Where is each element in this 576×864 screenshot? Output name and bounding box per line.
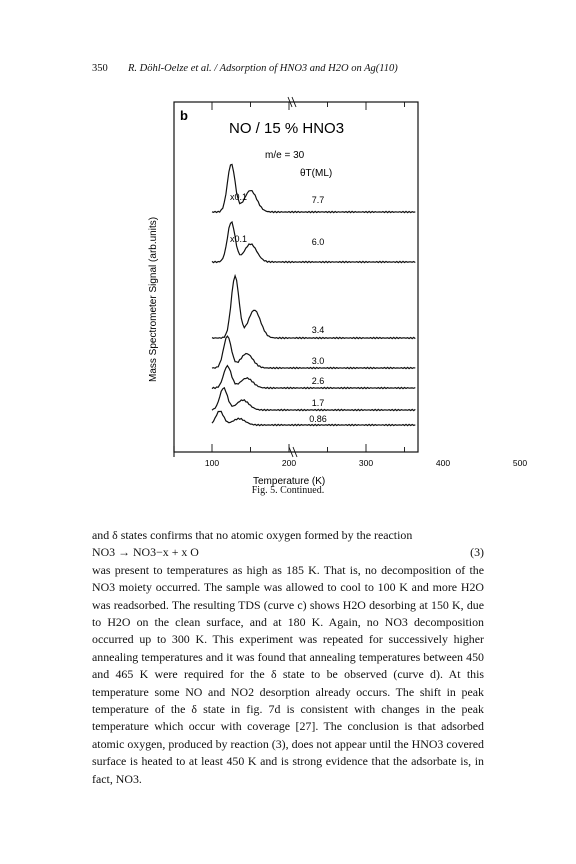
paragraph-1: and δ states confirms that no atomic oxygen formed by the reaction — [92, 528, 413, 542]
tds-traces — [212, 164, 415, 425]
panel-label: b — [180, 108, 188, 123]
equation: NO3 → NO3−x + x O — [92, 545, 199, 560]
figure-caption: Fig. 5. Continued. — [251, 485, 325, 496]
running-title: R. Döhl-Oelze et al. / Adsorption of HNO3 and H2O on Ag(110) — [128, 63, 398, 74]
x-tick-label: 300 — [358, 458, 374, 468]
coverage-label: 3.4 — [311, 325, 325, 335]
mass-label: m/e = 30 — [265, 150, 305, 161]
equation-line — [92, 544, 484, 561]
coverage-label: 2.6 — [311, 376, 325, 386]
coverage-label: 1.7 — [311, 398, 325, 408]
equation-number: (3) — [470, 545, 484, 560]
x-tick-label: 400 — [435, 458, 451, 468]
scale-note: x0.1 — [230, 192, 248, 202]
figure-title: NO / 15 % HNO3 — [229, 120, 345, 137]
x-tick-label: 500 — [512, 458, 528, 468]
paragraph-2: was present to temperatures as high as 185 K. That is, no decomposition of the NO3 moiety occurred. The sample was allowed to cool to 100 K and more H2O was readsorbed. The resulting TDS (curve c) shows H2O desorbing at 150 K, due to H2O on the clean surface, and at 180 K. Again, no NO3 decomposition occurred up to 300 K. This experiment was repeated for successively higher annealing temperatures and it was found that annealing temperatures between 450 and 465 K were required for the δ state to be observed (curve d). At this temperature some NO and NO2 desorption already occurs. The shift in peak temperature of the δ state in fig. 7d is consistent with changes in the peak temperature which occur with coverage [27]. The conclusion is that adsorbed atomic oxygen, produced by reaction (3), does not appear until the HNO3 covered surface is heated to at least 450 K and is strong evidence that the adsorbate is, in fact, NO3. — [92, 562, 484, 786]
scale-note: x0.1 — [230, 234, 248, 244]
coverage-header: θT(ML) — [300, 168, 333, 179]
x-tick-labels — [205, 458, 576, 468]
x-axis-label: Temperature (K) — [253, 476, 326, 487]
y-axis-label: Mass Spectrometer Signal (arb.units) — [148, 216, 159, 382]
page-number: 350 — [92, 63, 108, 74]
coverage-label: 6.0 — [311, 237, 325, 247]
coverage-label: 0.86 — [309, 414, 327, 424]
body-text — [92, 527, 484, 788]
coverage-label: 3.0 — [311, 356, 325, 366]
coverage-label: 7.7 — [311, 195, 325, 205]
x-tick-label: 200 — [281, 458, 297, 468]
x-tick-label: 100 — [204, 458, 220, 468]
